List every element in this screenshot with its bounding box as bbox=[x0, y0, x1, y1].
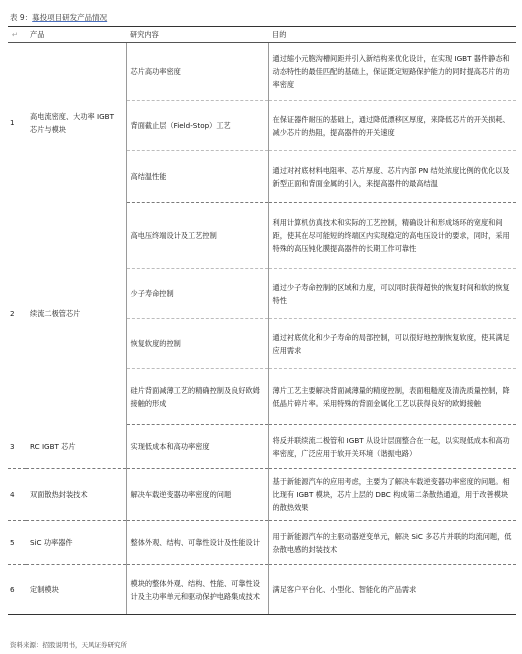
row-purpose: 用于新能源汽车的主驱动器逆变单元，解决 SiC 多芯片并联的均流问题，低杂散电感的封装技术 bbox=[268, 521, 516, 565]
row-purpose: 薄片工艺主要解决背面减薄量的精度控制，表面粗糙度及清洗质量控制，降低晶片碎片率。采用特殊的背面金属化工艺以获得良好的欧姆接触 bbox=[268, 369, 516, 425]
row-purpose: 将反并联续流二极管和 IGBT 从设计层面整合在一起，以实现低成本和高功率密度，广泛应用于软开关环境（谐振电路） bbox=[268, 425, 516, 469]
row-content: 恢复软度的控制 bbox=[126, 319, 268, 369]
row-purpose: 基于新能源汽车的应用考虑，主要为了解决车载逆变器功率密度的问题。相比现有 IGBT 模块，芯片上层的 DBC 构成第二条散热通道，用于改善模块的散热效果 bbox=[268, 469, 516, 521]
row-purpose: 通过对衬底材料电阻率、芯片厚度、芯片内部 PN 结处浓度比例的优化以及新型正面和背面金属的引入，来提高器件的最高结温 bbox=[268, 151, 516, 203]
row-index: 2 bbox=[10, 309, 15, 319]
row-index: 3 bbox=[8, 425, 26, 469]
table-header-row bbox=[8, 27, 516, 43]
table-row bbox=[8, 203, 516, 269]
row-content: 整体外观、结构、可靠性设计及性能设计 bbox=[126, 521, 268, 565]
table-title-prefix: 表 9： bbox=[10, 13, 33, 22]
table-row bbox=[8, 469, 516, 521]
row-content: 高电压终端设计及工艺控制 bbox=[126, 203, 268, 269]
table-row bbox=[8, 521, 516, 565]
row-index: 4 bbox=[8, 469, 26, 521]
table-row bbox=[8, 43, 516, 101]
row-product: 高电流密度、大功率 IGBT 芯片与模块 bbox=[30, 111, 114, 134]
row-content: 芯片高功率密度 bbox=[126, 43, 268, 101]
row-index: 5 bbox=[8, 521, 26, 565]
row-purpose: 通过少子寿命控制的区域和力度，可以同时获得超快的恢复时间和软的恢复特性 bbox=[268, 269, 516, 319]
header-product: 产品 bbox=[26, 27, 126, 43]
header-index-mark: ↵ bbox=[8, 27, 26, 43]
header-purpose: 目的 bbox=[268, 27, 516, 43]
row-content: 少子寿命控制 bbox=[126, 269, 268, 319]
row-product: 续流二极管芯片 bbox=[30, 309, 81, 319]
table-title-main: 募投项目研发产品情况 bbox=[32, 13, 108, 22]
table-row bbox=[8, 425, 516, 469]
row-content: 解决车载逆变器功率密度的问题 bbox=[126, 469, 268, 521]
row-content: 硅片背面减薄工艺的精确控制及良好欧姆接触的形成 bbox=[126, 369, 268, 425]
row-product: 双面散热封装技术 bbox=[26, 469, 126, 521]
table-title bbox=[10, 12, 107, 23]
rd-products-table bbox=[8, 26, 516, 615]
row-product: 定制模块 bbox=[26, 565, 126, 615]
row-content: 背面截止层（Field-Stop）工艺 bbox=[126, 101, 268, 151]
row-purpose: 通过缩小元胞沟槽间距并引入新结构来优化设计，在实现 IGBT 器件静态和动态特性的最佳匹配的基础上，保证既定短路保护能力的同时提高芯片的功率密度 bbox=[268, 43, 516, 101]
row-product: RC IGBT 芯片 bbox=[26, 425, 126, 469]
row-purpose: 在保证器件耐压的基础上，通过降低漂移区厚度，来降低芯片的开关损耗、减少芯片的热阻，提高器件的开关速度 bbox=[268, 101, 516, 151]
row-content: 高结温性能 bbox=[126, 151, 268, 203]
row-purpose: 利用计算机仿真技术和实际的工艺控制，精确设计和形成场环的宽度和间距，使其在尽可能短的终端区内实现稳定的高电压设计的要求，同时，采用特殊的高压钝化膜提高器件的长期工作可靠性 bbox=[268, 203, 516, 269]
source-note: 资料来源：招股说明书，天风证券研究所 bbox=[10, 641, 127, 649]
table-row bbox=[8, 565, 516, 615]
row-index: 1 bbox=[10, 118, 15, 128]
row-content: 实现低成本和高功率密度 bbox=[126, 425, 268, 469]
row-index: 6 bbox=[8, 565, 26, 615]
row-content: 模块的整体外观、结构、性能、可靠性设计及主功率单元和驱动保护电路集成技术 bbox=[126, 565, 268, 615]
header-content: 研究内容 bbox=[126, 27, 268, 43]
row-product: SiC 功率器件 bbox=[26, 521, 126, 565]
row-purpose: 通过衬底优化和少子寿命的局部控制，可以很好地控制恢复软度，使其满足应用需求 bbox=[268, 319, 516, 369]
row-purpose: 满足客户平台化、小型化、智能化的产品需求 bbox=[268, 565, 516, 615]
